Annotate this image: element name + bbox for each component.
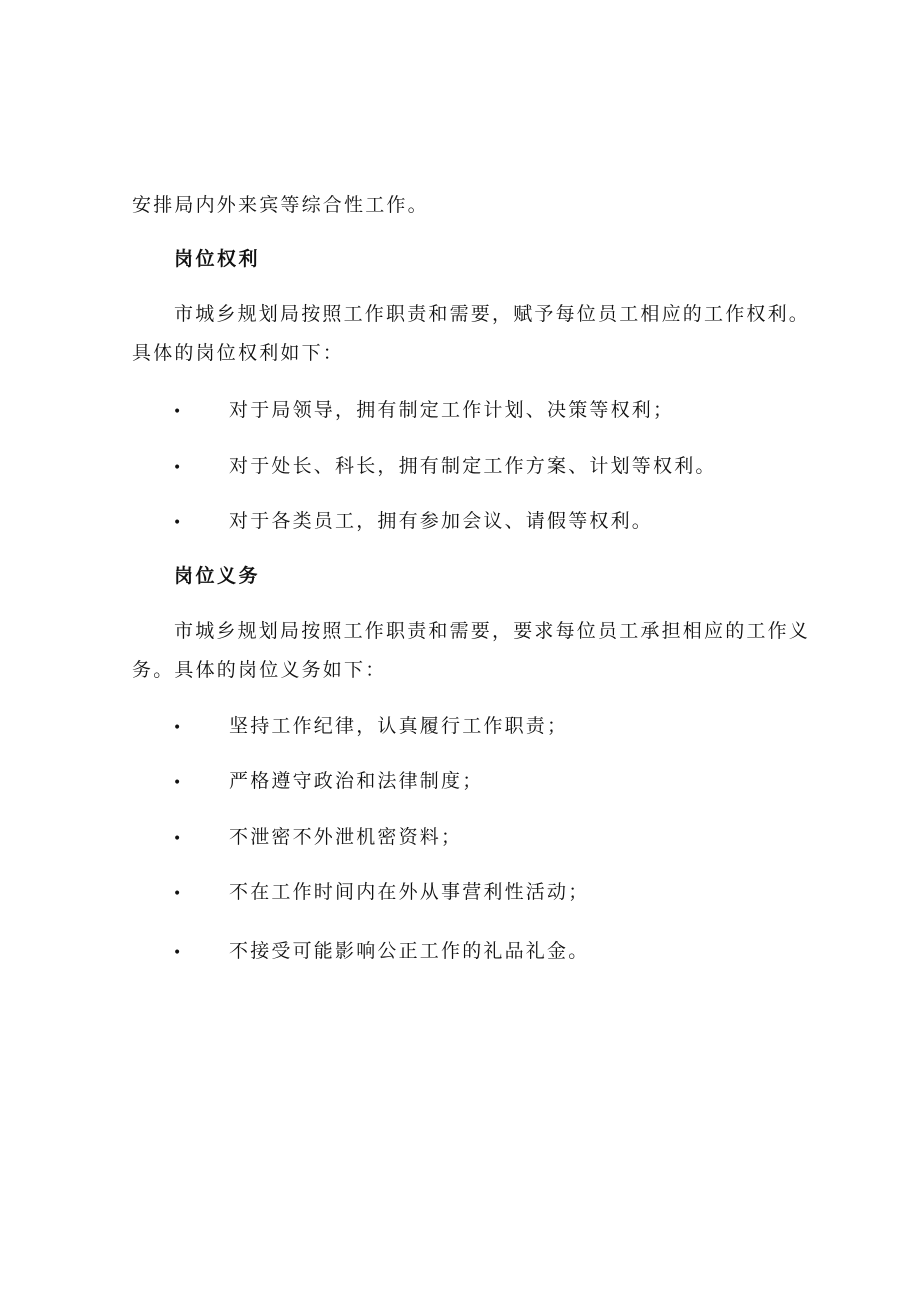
- duties-heading: 岗位义务: [174, 565, 261, 587]
- duties-item-3: 不泄密不外泄机密资料；: [229, 826, 463, 848]
- rights-heading: 岗位权利: [174, 248, 261, 270]
- duties-item-2: 严格遵守政治和法律制度；: [229, 770, 484, 792]
- duties-paragraph-line-1: 市城乡规划局按照工作职责和需要，要求每位员工承担相应的工作义: [174, 620, 811, 642]
- duties-paragraph-line-2: 务。具体的岗位义务如下：: [132, 659, 387, 681]
- rights-paragraph-line-1: 市城乡规划局按照工作职责和需要，赋予每位员工相应的工作权利。: [174, 303, 811, 325]
- duties-bullet-4: •: [173, 886, 182, 902]
- duties-item-4: 不在工作时间内在外从事营利性活动；: [229, 881, 590, 903]
- duties-bullet-2: •: [173, 775, 182, 791]
- rights-bullet-2: •: [173, 460, 182, 476]
- rights-item-1: 对于局领导，拥有制定工作计划、决策等权利；: [229, 399, 675, 421]
- duties-bullet-5: •: [173, 945, 182, 961]
- rights-item-3: 对于各类员工，拥有参加会议、请假等权利。: [229, 510, 654, 532]
- intro-tail-text: 安排局内外来宾等综合性工作。: [132, 194, 429, 216]
- rights-bullet-1: •: [173, 404, 182, 420]
- duties-bullet-1: •: [173, 720, 182, 736]
- duties-item-5: 不接受可能影响公正工作的礼品礼金。: [229, 940, 590, 962]
- rights-paragraph-line-2: 具体的岗位权利如下：: [132, 342, 345, 364]
- rights-item-2: 对于处长、科长，拥有制定工作方案、计划等权利。: [229, 455, 717, 477]
- duties-item-1: 坚持工作纪律，认真履行工作职责；: [229, 715, 569, 737]
- duties-bullet-3: •: [173, 831, 182, 847]
- rights-bullet-3: •: [173, 515, 182, 531]
